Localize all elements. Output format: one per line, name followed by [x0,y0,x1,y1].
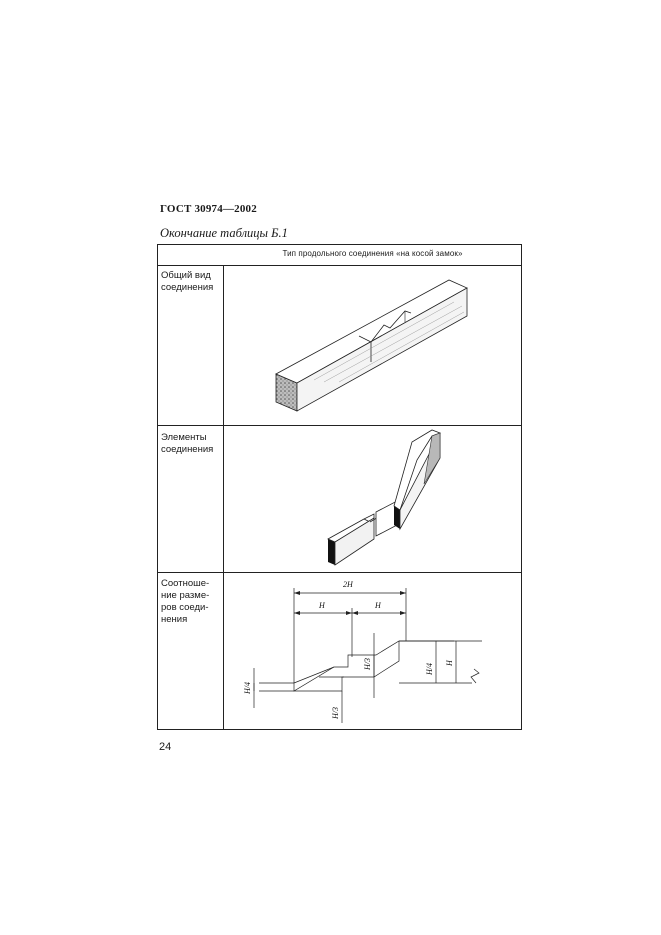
label-line: соединения [161,282,214,293]
dim-label-quarter-left: H/4 [243,682,252,694]
general-view-drawing [224,266,522,425]
dim-label-third-lower: H/3 [331,707,340,719]
dim-label-third-upper: H/3 [363,658,372,670]
table-header: Тип продольного соединения «на косой замок» [282,249,463,258]
dim-label-h-left: H [319,601,325,610]
label-line: Соотноше- [161,578,210,589]
label-line: Элементы [161,432,207,443]
label-line: ние разме- [161,590,210,601]
lower-element-lock [364,514,374,519]
dim-label-2h: 2H [343,580,353,589]
label-line: соединения [161,444,214,455]
row-label-dimension-ratio [161,578,223,626]
dim-label-height: H [445,660,454,666]
label-line: Общий вид [161,270,211,281]
dimension-drawing [224,573,522,730]
joint-elements-drawing [224,426,522,572]
row-label-joint-elements [161,432,223,456]
dim-label-h-right: H [375,601,381,610]
row-label-general-view [161,270,223,294]
joint-profile-lower [294,641,399,691]
label-line: нения [161,614,188,625]
document-code: ГОСТ 30974—2002 [160,203,257,215]
lower-element-end-face [328,539,335,565]
page-number: 24 [159,741,172,753]
table-caption: Окончание таблицы Б.1 [160,226,288,240]
label-line: ров соеди- [161,602,209,613]
joint-table [157,244,522,730]
dim-label-quarter-right: H/4 [425,663,434,675]
